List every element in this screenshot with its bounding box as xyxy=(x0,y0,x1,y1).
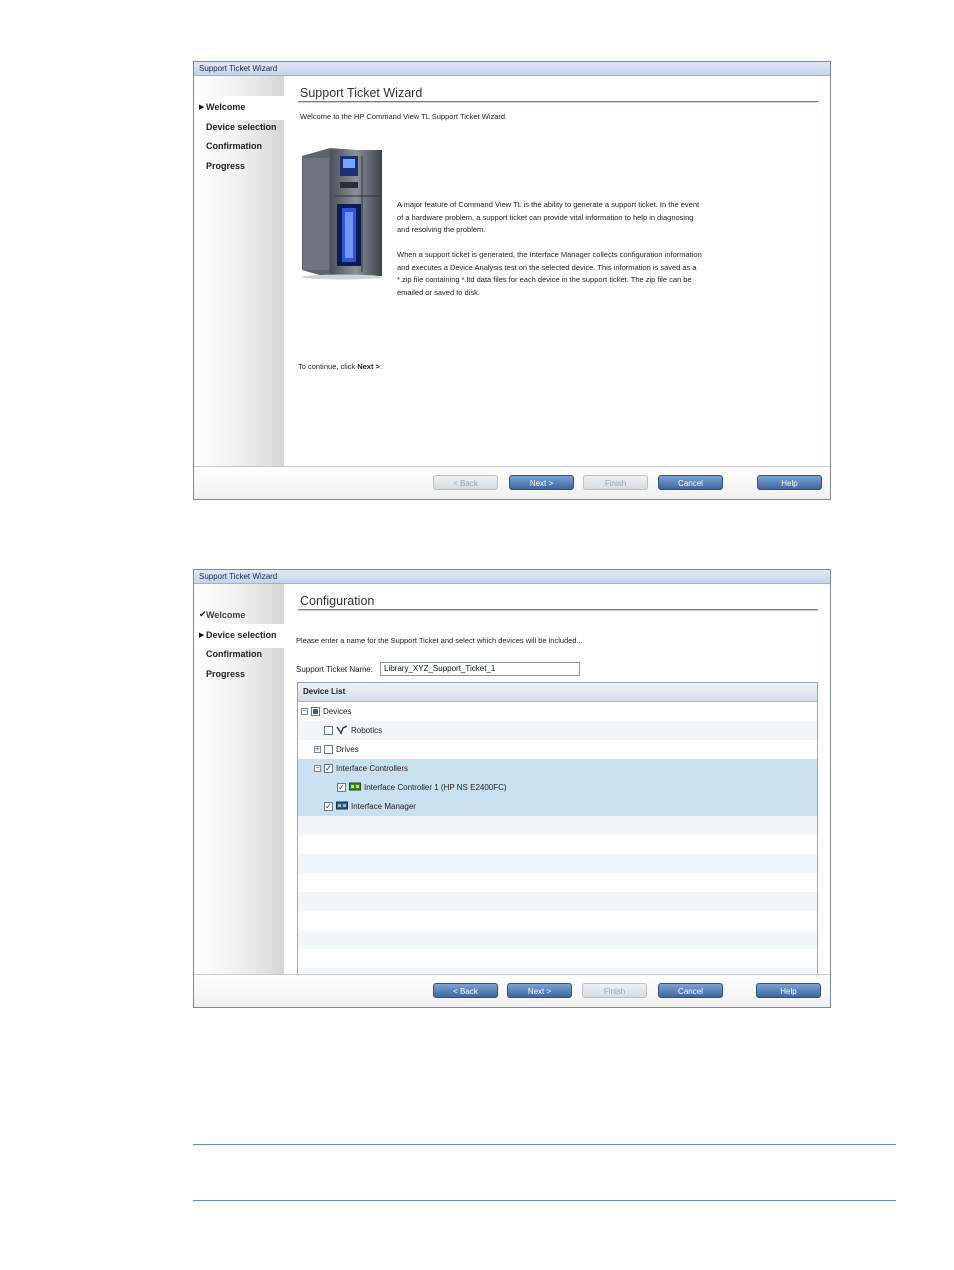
drives-checkbox[interactable] xyxy=(324,745,333,754)
device-row-interface-controllers[interactable] xyxy=(298,759,817,778)
note-top-rule xyxy=(193,1144,896,1145)
wizard-content xyxy=(286,76,830,467)
devices-checkbox[interactable] xyxy=(311,707,320,716)
cancel-button[interactable]: Cancel xyxy=(658,983,723,998)
continue-prefix: To continue, click xyxy=(298,362,358,371)
feature-description: A major feature of Command View TL is the ability to generate a support ticket. In the event of a hardware problem, a support ticket can provide vital information to help in diagnosing and resolving the problem. xyxy=(397,200,700,234)
completed-step-check-icon: ✔ xyxy=(199,609,207,619)
manager-icon xyxy=(336,801,348,811)
next-button[interactable]: Next > xyxy=(507,983,572,998)
note-bottom-rule xyxy=(193,1200,896,1201)
device-label: Drives xyxy=(336,744,359,754)
current-step-arrow-icon: ▶ xyxy=(199,632,205,639)
empty-row xyxy=(298,816,817,835)
device-label: Interface Manager xyxy=(351,801,416,811)
window-title: Support Ticket Wizard xyxy=(194,570,830,584)
device-row-drives[interactable] xyxy=(298,740,817,759)
step-confirmation[interactable]: Confirmation xyxy=(206,141,262,151)
controller-icon xyxy=(349,782,361,792)
finish-button[interactable]: Finish xyxy=(582,983,647,998)
back-button[interactable]: < Back xyxy=(433,983,498,998)
continue-instruction xyxy=(298,361,382,374)
tape-library-image xyxy=(300,146,384,280)
empty-row xyxy=(298,949,817,968)
wizard-button-bar xyxy=(194,466,830,499)
page-title: Configuration xyxy=(300,594,375,608)
empty-row xyxy=(298,930,817,949)
welcome-line: Welcome to the HP Command View TL Support Ticket Wizard xyxy=(300,112,506,121)
empty-row xyxy=(298,892,817,911)
device-row-interface-controller-1[interactable] xyxy=(298,778,817,797)
interface-controller-1-checkbox[interactable]: ✓ xyxy=(338,782,345,792)
title-underline xyxy=(298,609,818,610)
step-progress[interactable]: Progress xyxy=(206,161,246,171)
support-ticket-wizard-welcome xyxy=(193,61,831,500)
continue-suffix: . xyxy=(379,362,383,371)
device-row-interface-manager[interactable] xyxy=(298,797,817,816)
step-progress[interactable]: Progress xyxy=(206,669,246,679)
current-step-arrow-icon: ▶ xyxy=(199,104,205,111)
device-label: Robotics xyxy=(351,725,383,735)
window-title: Support Ticket Wizard xyxy=(194,62,830,76)
step-confirmation[interactable]: Confirmation xyxy=(206,649,262,659)
support-ticket-wizard-configuration xyxy=(193,569,831,1008)
step-device-selection[interactable]: Device selection xyxy=(206,122,277,132)
device-label: Interface Controllers xyxy=(336,763,409,773)
ticket-generation-description: When a support ticket is generated, the Interface Manager collects configuration information and executes a Device Analysis test on the selected device. This information is saved as a *.zip file containing *.ltd data files for each device in the support ticket. The zip file can be emailed or saved to disk. xyxy=(397,250,702,297)
empty-row xyxy=(298,835,817,854)
expand-icon[interactable]: + xyxy=(315,745,320,753)
empty-row xyxy=(298,873,817,892)
wizard-button-bar xyxy=(194,974,830,1007)
interface-manager-checkbox[interactable]: ✓ xyxy=(325,801,332,811)
next-button[interactable]: Next > xyxy=(509,475,574,490)
step-welcome[interactable]: Welcome xyxy=(206,610,246,620)
finish-button[interactable]: Finish xyxy=(583,475,648,490)
interface-controllers-checkbox[interactable]: ✓ xyxy=(325,763,332,773)
back-button[interactable]: < Back xyxy=(433,475,498,490)
device-row-robotics[interactable] xyxy=(298,721,817,740)
step-device-selection[interactable]: Device selection xyxy=(206,630,277,640)
empty-row xyxy=(298,911,817,930)
title-underline xyxy=(298,101,818,102)
cancel-button[interactable]: Cancel xyxy=(658,475,723,490)
ticket-name-label: Support Ticket Name: xyxy=(296,665,373,674)
step-welcome[interactable]: Welcome xyxy=(206,102,246,112)
device-row-devices[interactable] xyxy=(298,702,817,721)
device-label: Interface Controller 1 (HP NS E2400FC) xyxy=(364,782,507,792)
device-label: Devices xyxy=(323,706,352,716)
device-list-header: Device List xyxy=(298,683,817,702)
wizard-steps-sidebar xyxy=(194,584,284,975)
robotics-checkbox[interactable] xyxy=(324,726,333,735)
continue-next-label: Next > xyxy=(357,362,380,371)
ticket-name-input[interactable] xyxy=(380,662,580,676)
collapse-icon[interactable]: − xyxy=(315,764,320,772)
page-title: Support Ticket Wizard xyxy=(300,86,423,100)
help-button[interactable]: Help xyxy=(757,475,822,490)
help-button[interactable]: Help xyxy=(756,983,821,998)
instructions: Please enter a name for the Support Ticket and select which devices will be included... xyxy=(296,636,583,645)
wizard-steps-sidebar xyxy=(194,76,284,467)
device-list xyxy=(297,682,818,975)
robotics-icon xyxy=(336,725,348,735)
empty-row xyxy=(298,854,817,873)
collapse-icon[interactable]: − xyxy=(302,707,307,715)
